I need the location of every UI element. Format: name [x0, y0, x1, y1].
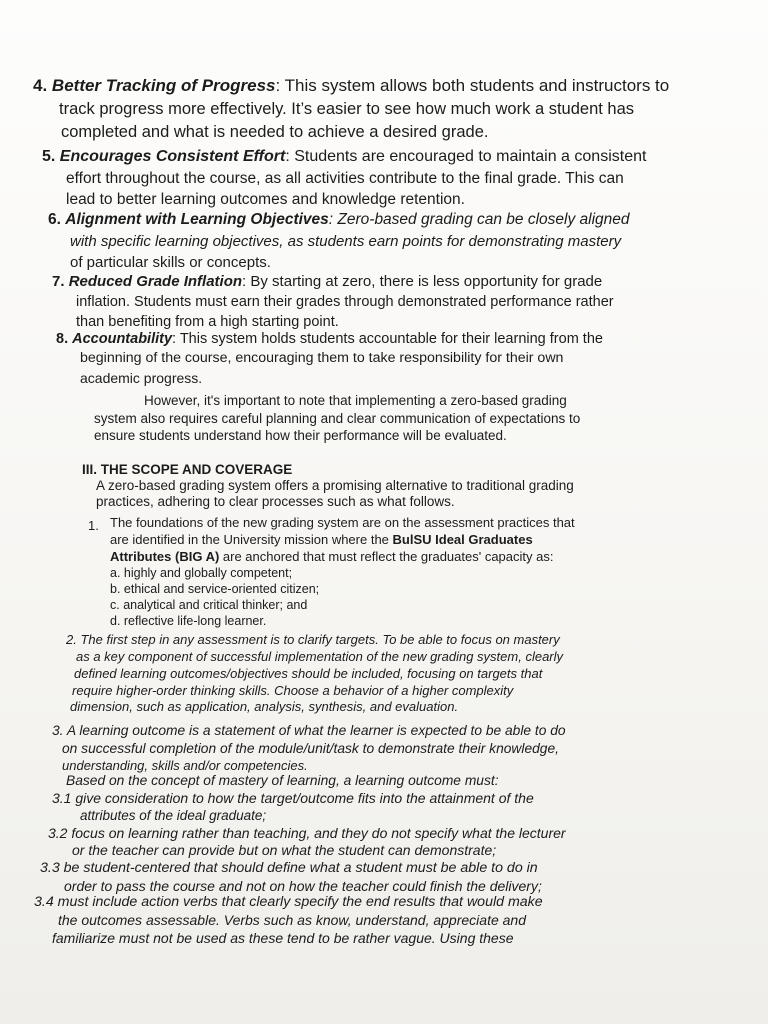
item-5-line-2: effort throughout the course, as all activities contribute to the final grade. This can	[66, 170, 624, 187]
point-2-line-5: dimension, such as application, analysis, synthesis, and evaluation.	[70, 699, 459, 714]
item-7-line-3: than benefiting from a high starting point.	[76, 314, 339, 330]
item-text: : This system holds students accountable for their learning from the	[172, 331, 603, 347]
item-6-line-2: with specific learning objectives, as students earn points for demonstrating mastery	[70, 233, 622, 250]
item-5-line-3: lead to better learning outcomes and knowledge retention.	[66, 191, 465, 208]
item-6-line-3: of particular skills or concepts.	[70, 254, 271, 271]
subpoint-3-2-line-2: or the teacher can provide but on what the student can demonstrate;	[72, 842, 497, 858]
point-1-number: 1.	[88, 518, 99, 533]
item-text: : Students are encouraged to maintain a consistent	[285, 148, 647, 165]
item-text: : Zero-based grading can be closely aligned	[328, 211, 630, 228]
point-1-sub-c: c. analytical and critical thinker; and	[110, 598, 308, 612]
point-1-line-1: The foundations of the new grading system are on the assessment practices that	[110, 515, 575, 530]
item-number: 4.	[33, 76, 48, 95]
item-heading: Better Tracking of Progress	[51, 76, 276, 95]
item-number: 5.	[42, 148, 56, 165]
item-text: : By starting at zero, there is less opportunity for grade	[242, 273, 603, 290]
subpoint-3-4-line-3: familiarize must not be used as these tend to be rather vague. Using these	[52, 930, 514, 946]
point-1-text: are anchored that must reflect the graduates' capacity as:	[219, 549, 554, 564]
point-1-sub-d: d. reflective life-long learner.	[110, 614, 267, 628]
point-1-text: are identified in the University mission where the	[110, 532, 393, 547]
item-4-line-3: completed and what is needed to achieve a desired grade.	[61, 123, 489, 141]
item-8-line-1	[56, 331, 603, 347]
section-heading: III. THE SCOPE AND COVERAGE	[82, 462, 293, 477]
item-4-line-2: track progress more effectively. It’s easier to see how much work a student has	[59, 100, 635, 118]
however-line-2: system also requires careful planning and clear communication of expectations to	[94, 411, 581, 426]
subpoint-3-1-line-2: attributes of the ideal graduate;	[80, 808, 267, 823]
item-heading: Alignment with Learning Objectives	[65, 211, 329, 228]
point-2-line-4: require higher-order thinking skills. Choose a behavior of a higher complexity	[72, 683, 514, 698]
big-a-term: BulSU Ideal Graduates	[392, 532, 533, 547]
item-6-line-1	[48, 211, 630, 229]
point-3-line-4: Based on the concept of mastery of learning, a learning outcome must:	[66, 773, 499, 788]
item-4-line-1	[33, 76, 669, 96]
section-intro-line-1: A zero-based grading system offers a promising alternative to traditional grading	[96, 478, 574, 493]
subpoint-3-4-line-2: the outcomes assessable. Verbs such as know, understand, appreciate and	[58, 912, 526, 928]
point-1-line-3	[110, 549, 553, 564]
item-heading: Reduced Grade Inflation	[68, 273, 243, 290]
item-7-line-2: inflation. Students must earn their grades through demonstrated performance rather	[76, 294, 614, 310]
subpoint-3-3-line-2: order to pass the course and not on how the teacher could finish the delivery;	[64, 878, 542, 894]
item-number: 7.	[52, 273, 65, 290]
point-3-line-1: 3. A learning outcome is a statement of what the learner is expected to be able to do	[52, 723, 566, 738]
subpoint-3-3-line-1: 3.3 be student-centered that should define what a student must be able to do in	[40, 860, 538, 876]
item-7-line-1	[52, 273, 602, 290]
item-text: : This system allows both students and instructors to	[275, 76, 670, 95]
item-5-line-1	[42, 148, 646, 166]
item-heading: Encourages Consistent Effort	[59, 148, 286, 165]
item-heading: Accountability	[72, 331, 173, 347]
item-number: 6.	[48, 211, 61, 228]
point-3-line-3: understanding, skills and/or competencies.	[62, 758, 308, 773]
point-3-line-2: on successful completion of the module/unit/task to demonstrate their knowledge,	[62, 741, 559, 756]
point-1-sub-a: a. highly and globally competent;	[110, 566, 293, 580]
item-8-line-3: academic progress.	[80, 370, 203, 386]
item-8-line-2: beginning of the course, encouraging them to take responsibility for their own	[80, 350, 564, 366]
however-line-3: ensure students understand how their performance will be evaluated.	[94, 428, 507, 443]
subpoint-3-1-line-1: 3.1 give consideration to how the target/outcome fits into the attainment of the	[52, 790, 534, 806]
section-intro-line-2: practices, adhering to clear processes such as what follows.	[96, 494, 455, 509]
big-a-acronym: Attributes (BIG A)	[110, 549, 220, 564]
subpoint-3-4-line-1: 3.4 must include action verbs that clearly specify the end results that would make	[34, 894, 543, 910]
however-line-1: However, it's important to note that implementing a zero-based grading	[144, 393, 567, 408]
point-1-line-2	[110, 532, 533, 547]
point-2-line-3: defined learning outcomes/objectives should be included, focusing on targets that	[74, 666, 543, 681]
subpoint-3-2-line-1: 3.2 focus on learning rather than teaching, and they do not specify what the lecturer	[48, 825, 566, 841]
point-2-line-1: 2. The first step in any assessment is to clarify targets. To be able to focus on mastery	[66, 632, 560, 647]
item-number: 8.	[56, 331, 69, 347]
point-1-sub-b: b. ethical and service-oriented citizen;	[110, 582, 320, 596]
point-2-line-2: as a key component of successful implementation of the new grading system, clearly	[76, 649, 564, 664]
